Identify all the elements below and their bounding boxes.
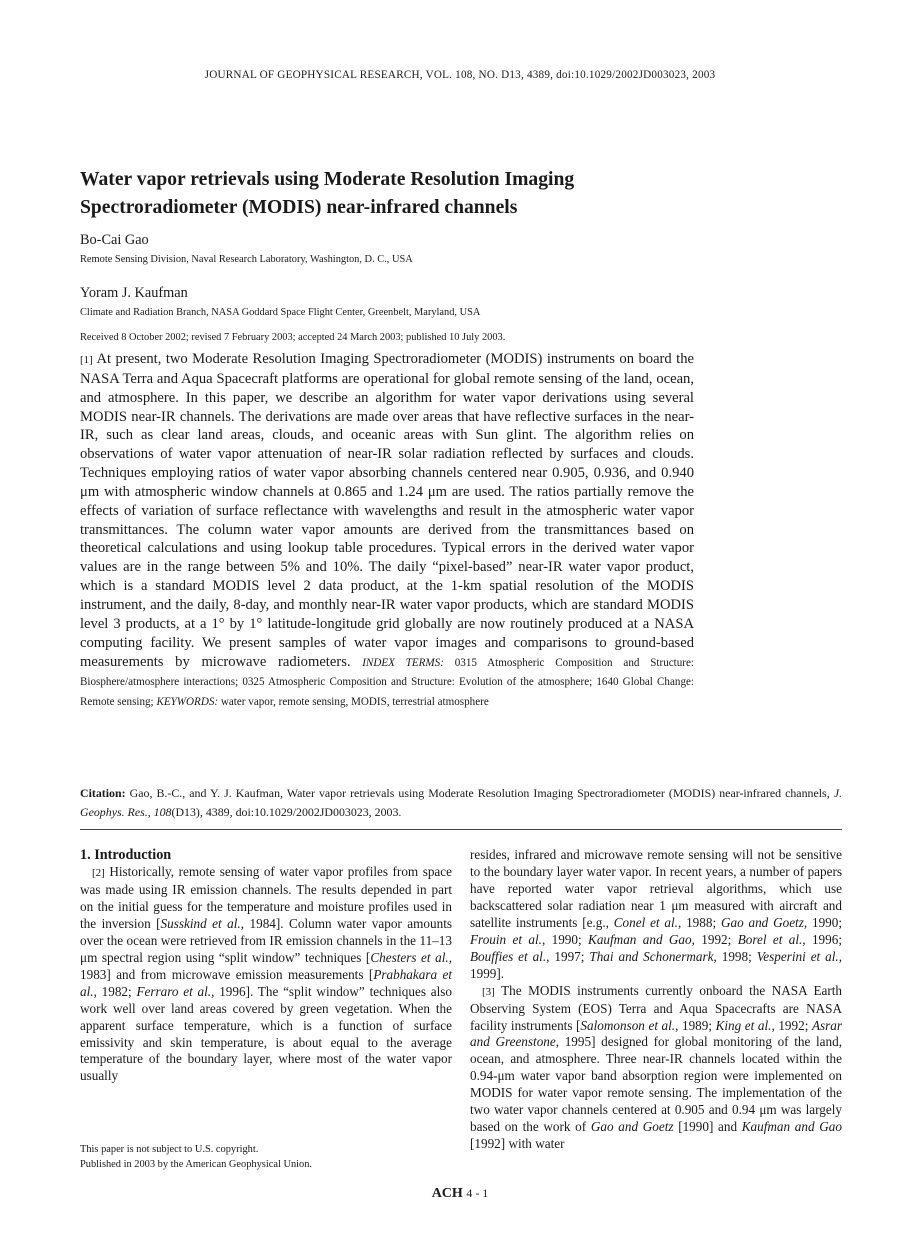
- citation-volume: 108: [153, 804, 172, 819]
- reference-link[interactable]: King et al.: [715, 1017, 772, 1033]
- page-number: 4 - 1: [466, 1186, 489, 1200]
- title-line-2: Spectroradiometer (MODIS) near-infrared channels: [80, 197, 518, 218]
- paragraph-number: [2]: [92, 867, 105, 879]
- reference-link[interactable]: Borel et al.: [737, 931, 803, 947]
- footnote: [80, 1143, 312, 1172]
- journal-header: JOURNAL OF GEOPHYSICAL RESEARCH, VOL. 108, NO. D13, 4389, doi:10.1029/2002JD003023, 2003: [204, 69, 716, 81]
- paper-title: [80, 166, 780, 222]
- reference-link[interactable]: Gao and Goetz: [720, 914, 804, 930]
- paragraph-2: [2] Historically, remote sensing of water vapor profiles from space was made using IR emission channels. The results depended in part on the initial guess for the temperature and moisture profiles used in the inversion [Susskind et al., 1984]. Column water vapor amounts over the ocean were retrieved from IR emission channels in the 11–13 μm spectral region using “split window” techniques [Chesters et al., 1983] and from microwave emission measurements [Prabhakara et al., 1982; Ferraro et al., 1996]. The “split window” techniques also work well over land areas covered by green vegetation. When the apparent surface temperature, which is a function of surface emissivity and skin temperature, is about equal to the average temperature of the boundary layer, where most of the water vapor usually: [80, 864, 452, 1084]
- right-column: [470, 847, 842, 1153]
- keywords-label: KEYWORDS:: [156, 695, 219, 708]
- section-heading-introduction: 1. Introduction: [80, 847, 172, 863]
- paragraph-3: [3] The MODIS instruments currently onboard the NASA Earth Observing System (EOS) Terra and Aqua Spacecrafts are NASA facility instruments [Salomonson et al., 1989; King et al., 1992; Asrar and Greenstone, 1995] designed for global monitoring of the land, ocean, and atmosphere. Three near-IR channels located within the 0.94-μm water vapor band absorption region were implemented on MODIS for water vapor remote sensing. The implementation of the two water vapor channels centered at 0.905 and 0.94 μm was largely based on the work of Gao and Goetz [1990] and Kaufman and Gao [1992] with water: [470, 982, 843, 1152]
- author-affiliation-1: Remote Sensing Division, Naval Research Laboratory, Washington, D. C., USA: [80, 254, 413, 265]
- index-terms-label: INDEX TERMS:: [362, 656, 444, 669]
- received-dates: Received 8 October 2002; revised 7 February 2003; accepted 24 March 2003; published 10 July 2003.: [80, 332, 506, 343]
- page-footer: [0, 1186, 920, 1202]
- reference-link[interactable]: Gao and Goetz: [590, 1119, 674, 1135]
- abstract-paragraph-number: [1]: [80, 354, 93, 366]
- paragraph-number: [3]: [482, 985, 495, 998]
- reference-link[interactable]: Prabhakara et al.: [80, 966, 452, 999]
- reference-link[interactable]: Conel et al.: [613, 914, 678, 930]
- author-affiliation-2: Climate and Radiation Branch, NASA Goddard Space Flight Center, Greenbelt, Maryland, USA: [80, 307, 481, 318]
- abstract-text: At present, two Moderate Resolution Imaging Spectroradiometer (MODIS) instruments on board the NASA Terra and Aqua Spacecraft platforms are operational for global remote sensing of the land, ocean, and atmosphere. In this paper, we describe an algorithm for water vapor derivations using several MODIS near-IR channels. The derivations are made over areas that have reflective surfaces in the near-IR, such as clear land areas, clouds, and oceanic areas with Sun glint. The algorithm relies on observations of water vapor attenuation of near-IR solar radiation reflected by surfaces and clouds. Techniques employing ratios of water vapor absorbing channels centered near 0.905, 0.936, and 0.940 μm with atmospheric window channels at 0.865 and 1.24 μm are used. The ratios partially remove the effects of variation of surface reflectance with wavelengths and result in the atmospheric water vapor transmittances. The column water vapor amounts are derived from the transmittances based on theoretical calculations and using lookup table procedures. Typical errors in the derived water vapor values are in the range between 5% and 10%. The daily “pixel-based” near-IR water vapor product, which is a standard MODIS level 2 data product, at the 1-km spatial resolution of the MODIS instrument, and the daily, 8-day, and monthly near-IR water vapor products, which are standard MODIS level 3 products, at a 1° by 1° latitude-longitude grid globally are now routinely produced at a NASA computing facility. We present samples of water vapor images and comparisons to ground-based measurements by microwave radiometers.: [80, 351, 694, 670]
- author-name-1: Bo-Cai Gao: [80, 232, 149, 248]
- reference-link[interactable]: Kaufman and Gao: [588, 931, 692, 947]
- reference-link[interactable]: Salomonson et al.: [580, 1017, 676, 1033]
- index-terms-text: 0315 Atmospheric Composition and Structure: Biosphere/atmosphere interactions; 0325 Atmospheric Composition and Structure: Evolution of the atmosphere; 1640 Global Change: Remote sensing;: [80, 656, 694, 708]
- reference-link[interactable]: Frouin et al.: [470, 931, 542, 947]
- section-divider: [80, 829, 842, 830]
- reference-link[interactable]: Asrar and Greenstone: [470, 1017, 842, 1050]
- citation-journal: J. Geophys. Res.: [80, 786, 842, 819]
- title-line-1: Water vapor retrievals using Moderate Resolution Imaging: [80, 169, 575, 190]
- reference-link[interactable]: Chesters et al.: [370, 949, 449, 965]
- page-footer-code: ACH: [431, 1186, 463, 1201]
- footnote-copyright: This paper is not subject to U.S. copyright.: [80, 1144, 259, 1155]
- paragraph-2-continued: resides, infrared and microwave remote sensing will not be sensitive to the boundary layer water vapor. In recent years, a number of papers have reported water vapor retrieval algorithms, which use backscattered solar radiation near 1 μm measured with aircraft and satellite instruments [e.g., Conel et al., 1988; Gao and Goetz, 1990; Frouin et al., 1990; Kaufman and Gao, 1992; Borel et al., 1996; Bouffies et al., 1997; Thai and Schonermark, 1998; Vesperini et al., 1999].: [470, 847, 843, 981]
- reference-link[interactable]: Thai and Schonermark: [589, 948, 714, 964]
- reference-link[interactable]: Ferraro et al.: [136, 983, 212, 999]
- keywords-text: water vapor, remote sensing, MODIS, terrestrial atmosphere: [220, 695, 489, 708]
- footnote-publisher: Published in 2003 by the American Geophysical Union.: [80, 1158, 313, 1170]
- reference-link[interactable]: Kaufman and Gao: [741, 1119, 842, 1135]
- reference-link[interactable]: Vesperini et al.: [756, 948, 839, 964]
- citation-text: Gao, B.-C., and Y. J. Kaufman, Water vapor retrievals using Moderate Resolution Imaging Spectroradiometer (MODIS) near-infrared channels,: [129, 786, 830, 800]
- author-name-2: Yoram J. Kaufman: [80, 285, 188, 301]
- reference-link[interactable]: Susskind et al.: [160, 915, 241, 931]
- citation: Citation: Gao, B.-C., and Y. J. Kaufman, Water vapor retrievals using Moderate Resolution Imaging Spectroradiometer (MODIS) near-infrared channels, J. Geophys. Res., 108(D13), 4389, doi:10.1029/2002JD003023, 2003.: [80, 786, 842, 819]
- left-column: [80, 864, 452, 1085]
- abstract: [80, 350, 694, 712]
- reference-link[interactable]: Bouffies et al.: [470, 948, 547, 964]
- citation-label: Citation:: [80, 786, 126, 800]
- citation-text-end: (D13), 4389, doi:10.1029/2002JD003023, 2003.: [171, 804, 402, 819]
